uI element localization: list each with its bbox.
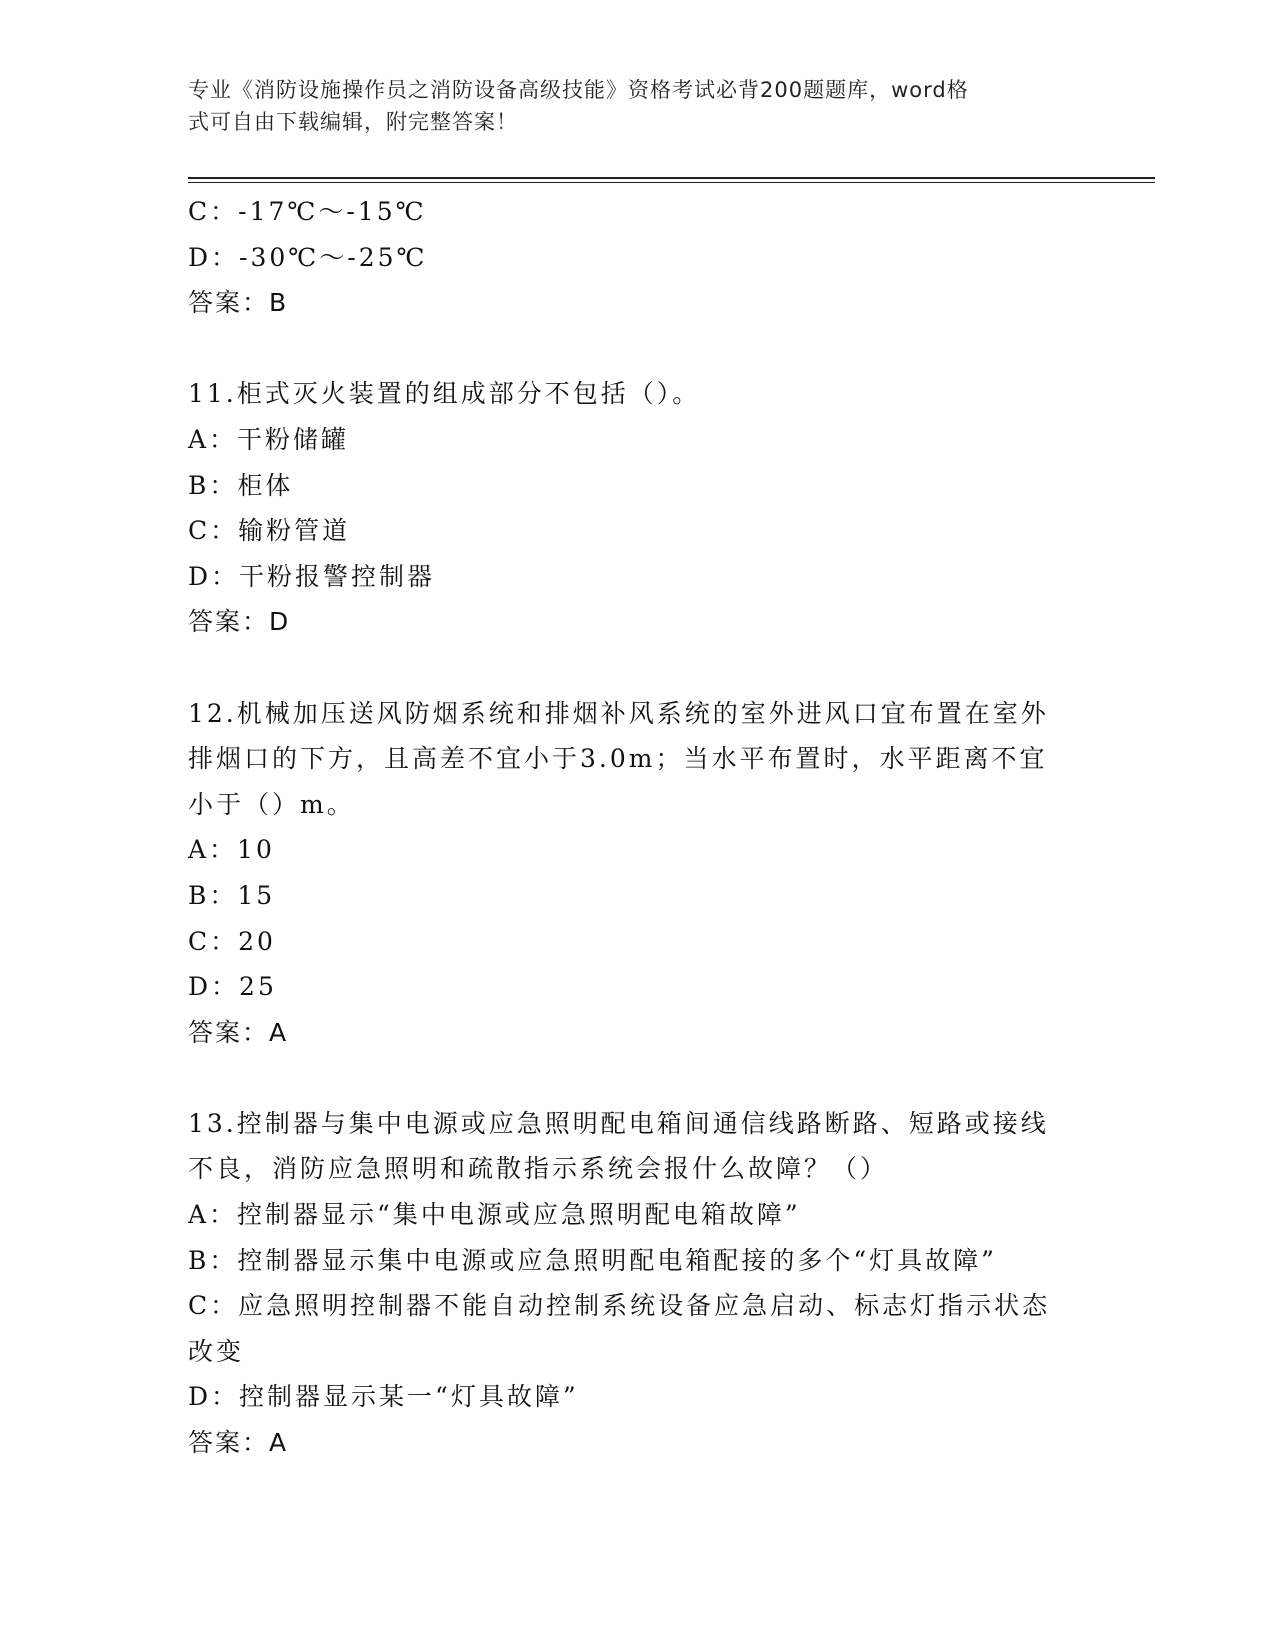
spacer xyxy=(188,1055,1088,1101)
header-rule-thick xyxy=(188,177,1155,179)
question-stem: 13.控制器与集中电源或应急照明配电箱间通信线路断路、短路或接线 xyxy=(188,1108,1049,1138)
question-stem: 小于（）m。 xyxy=(188,789,355,819)
question-stem: 12.机械加压送风防烟系统和排烟补风系统的室外进风口宜布置在室外 xyxy=(188,698,1049,728)
option-c-continued: 改变 xyxy=(188,1336,245,1366)
header-rule-thin xyxy=(188,182,1155,183)
option-a: A：干粉储罐 xyxy=(188,424,350,454)
option-d: D：-30℃～-25℃ xyxy=(188,242,428,272)
previous-question-tail xyxy=(188,189,1088,326)
question-stem: 11.柜式灭火装置的组成部分不包括（）。 xyxy=(188,379,701,409)
option-a: A：控制器显示“集中电源或应急照明配电箱故障” xyxy=(188,1200,801,1230)
option-c: C：-17℃～-15℃ xyxy=(188,197,427,226)
spacer xyxy=(188,645,1088,691)
option-b: B：控制器显示集中电源或应急照明配电箱配接的多个“灯具故障” xyxy=(188,1245,997,1275)
question-content xyxy=(188,189,1088,1466)
option-b: B：柜体 xyxy=(188,470,294,500)
header-line-1: 专业《消防设施操作员之消防设备高级技能》资格考试必背200题题库，word格 xyxy=(188,78,969,102)
option-c: C：20 xyxy=(188,926,276,956)
option-d: D：干粉报警控制器 xyxy=(188,561,436,591)
option-d: D：控制器显示某一“灯具故障” xyxy=(188,1382,579,1412)
answer-line: 答案：D xyxy=(188,607,291,637)
option-b: B：15 xyxy=(188,880,276,910)
answer-line: 答案：A xyxy=(188,1428,289,1458)
question-12 xyxy=(188,691,1088,1056)
option-a: A：10 xyxy=(188,835,275,865)
question-13 xyxy=(188,1101,1088,1466)
question-stem: 排烟口的下方，且高差不宜小于3.0m；当水平布置时，水平距离不宜 xyxy=(188,744,1048,774)
answer-line: 答案：B xyxy=(188,288,289,318)
option-d: D：25 xyxy=(188,972,277,1002)
option-c: C：输粉管道 xyxy=(188,516,351,546)
question-11 xyxy=(188,371,1088,645)
spacer xyxy=(188,326,1088,372)
question-stem: 不良，消防应急照明和疏散指示系统会报什么故障？（） xyxy=(188,1154,889,1184)
option-c: C：应急照明控制器不能自动控制系统设备应急启动、标志灯指示状态 xyxy=(188,1291,1051,1321)
answer-line: 答案：A xyxy=(188,1017,289,1047)
header-line-2: 式可自由下载编辑，附完整答案！ xyxy=(188,110,518,134)
document-header xyxy=(188,74,1078,138)
